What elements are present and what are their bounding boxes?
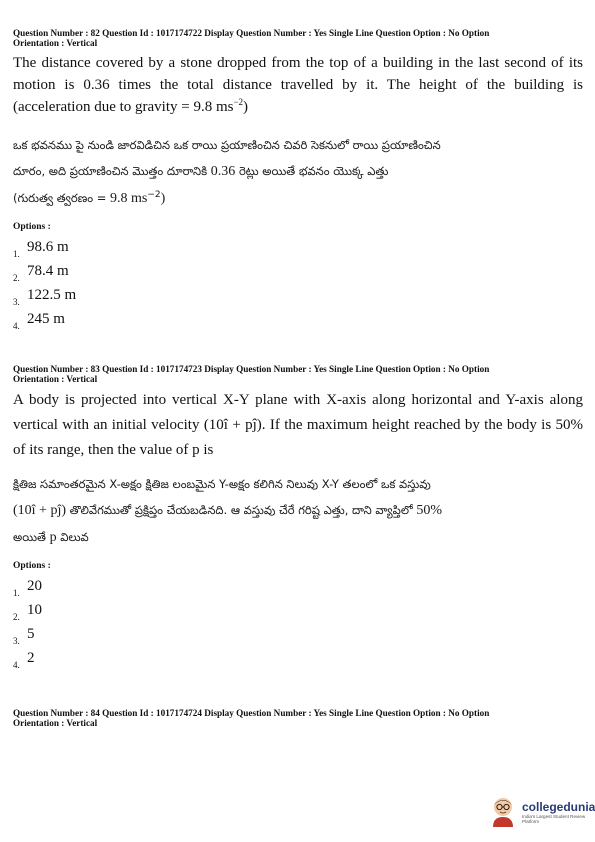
options-list [13,571,583,670]
options-list [13,232,583,331]
option-2[interactable]: 2. 78.4 m [13,263,69,283]
option-4[interactable]: 4. 2 [13,650,35,670]
mascot-icon [488,796,518,828]
question-83 [13,364,584,670]
question-text-english: The distance covered by a stone dropped from the top of a building in the last second of its motion is 0.36 times the total distance travelled by it. The height of the building is (acceleration due to gravity = 9.8 $ms^{-2}$) [13,55,583,115]
orientation-line: Orientation : Vertical [13,38,98,48]
question-text-english: A body is projected into vertical X-Y plane with X-axis along horizontal and Y-axis along vertical with an initial velocity (10î + pĵ). If the maximum height reached by the body is 50% of its range, then the value of p is [13,392,584,458]
collegedunia-logo [488,796,595,828]
option-4[interactable]: 4. 245 m [13,311,65,331]
question-text-telugu: క్షితిజ సమాంతరమైన X-అక్షం క్షితిజ లంబమైన Y-అక్షం కలిగిన నిలువు X-Y తలంలో ఒక వస్తువు (10î + pĵ) తొలివేగముతో ప్రక్షిప్తం చేయబడినది. ఆ వస్తువు చేరే గరిష్ట ఎత్తు, దాని వ్యాప్తిలో 50% అయితే p విలువ [13,477,443,545]
question-meta-line: Question Number : 84 Question Id : 1017174724 Display Question Number : Yes Single Line Question Option : No Option [13,708,490,718]
logo-name: collegedunia [522,800,595,814]
question-meta-line: Question Number : 83 Question Id : 1017174723 Display Question Number : Yes Single Line Question Option : No Option [13,364,490,374]
option-1[interactable]: 1. 20 [13,578,42,598]
option-3[interactable]: 3. 5 [13,626,35,646]
question-82 [13,28,583,331]
options-label: Options : [13,561,51,571]
orientation-line: Orientation : Vertical [13,718,98,728]
question-84 [13,708,583,728]
orientation-line: Orientation : Vertical [13,374,98,384]
options-label: Options : [13,222,51,232]
option-3[interactable]: 3. 122.5 m [13,287,77,307]
logo-tagline: India's Largest Student Review Platform [522,814,586,824]
question-meta-line: Question Number : 82 Question Id : 1017174722 Display Question Number : Yes Single Line Question Option : No Option [13,28,490,38]
option-1[interactable]: 1. 98.6 m [13,239,69,259]
option-2[interactable]: 2. 10 [13,602,42,622]
question-text-telugu: ఒక భవనము పై నుండి జారవిడిచిన ఒక రాయి ప్రయాణించిన చివరి సెకనులో రాయి ప్రయాణించిన దూరం, అది ప్రయాణించిన మొత్తం దూరానికి 0.36 రెట్లు అయితే భవనం యొక్క ఎత్తు (గురుత్వ త్వరణం = 9.8 $ms^{-2}$) [13,138,441,206]
